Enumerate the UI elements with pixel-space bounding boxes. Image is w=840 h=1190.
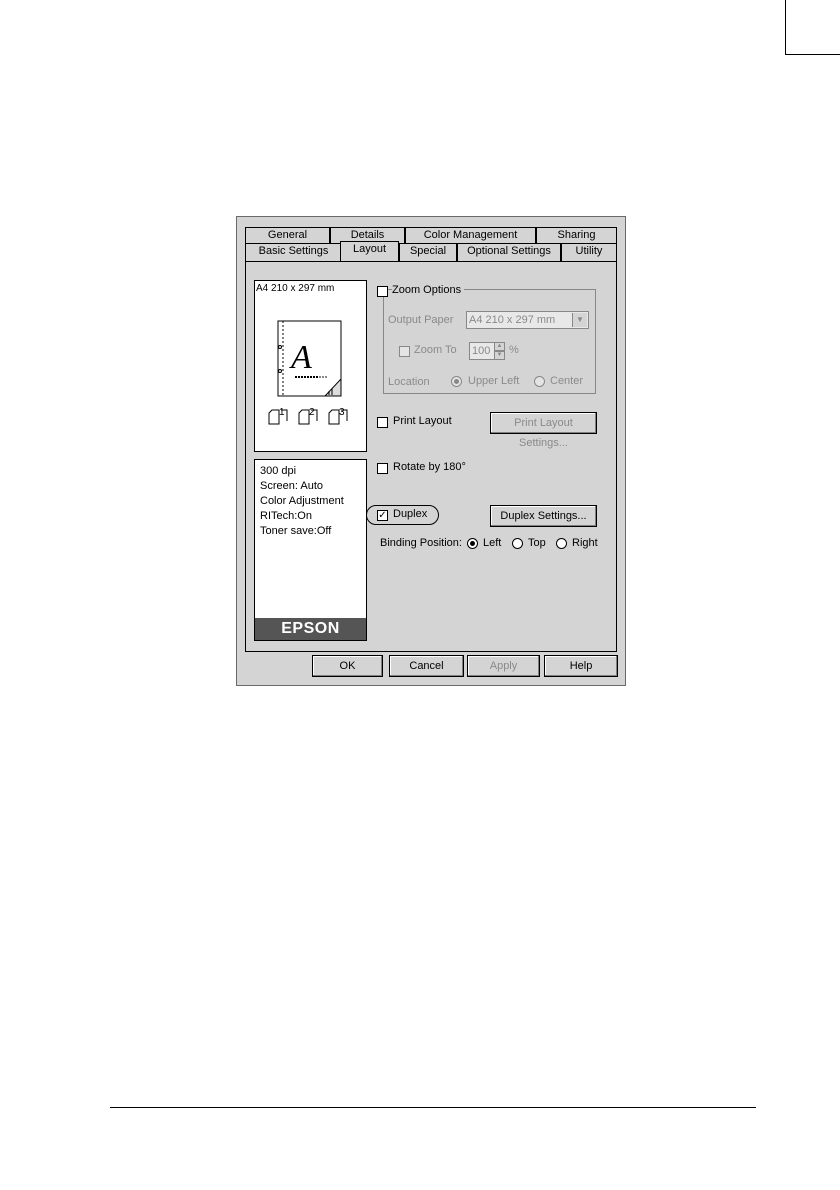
binding-left-label: Left	[483, 537, 502, 549]
binding-top-label: Top	[528, 537, 546, 549]
layout-preview	[254, 280, 367, 452]
preview-letter: A	[291, 339, 312, 376]
binding-position-label: Binding Position:	[380, 537, 462, 549]
percent-label: %	[509, 344, 519, 356]
info-line: Screen: Auto	[260, 480, 323, 492]
zoom-to-label: Zoom To	[414, 344, 457, 356]
info-line: Toner save:Off	[260, 525, 332, 537]
cancel-button[interactable]: Cancel	[389, 655, 464, 677]
crop-mark-vertical	[785, 0, 786, 55]
page-order-2-icon	[298, 409, 322, 423]
zoom-to-checkbox[interactable]	[399, 346, 410, 357]
tab-sharing[interactable]: Sharing	[536, 227, 617, 243]
info-line: 300 dpi	[260, 465, 297, 477]
info-line: Color Adjustment	[260, 495, 344, 507]
duplex-checkbox[interactable]: ✓	[378, 510, 387, 521]
zoom-options-checkbox[interactable]	[377, 286, 388, 297]
tab-layout[interactable]: Layout	[340, 241, 399, 261]
zoom-options-label: Zoom Options	[392, 284, 464, 296]
center-radio[interactable]	[534, 376, 545, 387]
rotate-180-label: Rotate by 180°	[393, 461, 466, 473]
output-paper-select[interactable]	[466, 311, 589, 329]
zoom-to-input[interactable]	[469, 342, 495, 360]
settings-summary	[254, 459, 367, 641]
zoom-to-value: 100	[472, 345, 491, 357]
tab-special[interactable]: Special	[399, 243, 457, 262]
spin-up-icon[interactable]: ▲	[494, 342, 505, 351]
upper-left-label: Upper Left	[468, 375, 520, 387]
print-layout-label: Print Layout	[393, 415, 452, 427]
output-paper-value: A4 210 x 297 mm	[469, 314, 556, 326]
center-label: Center	[550, 375, 584, 387]
binding-left-radio[interactable]	[467, 538, 478, 549]
duplex-settings-button[interactable]: Duplex Settings...	[490, 505, 597, 527]
page-order-1-icon	[268, 409, 292, 423]
footer-rule	[110, 1107, 756, 1108]
page-number-2: 2	[309, 407, 315, 418]
print-layout-settings-button[interactable]: Print Layout Settings...	[490, 412, 597, 434]
page-preview-graphic	[277, 319, 347, 401]
duplex-label: Duplex	[393, 508, 428, 520]
tab-details[interactable]: Details	[330, 227, 405, 243]
binding-right-radio[interactable]	[556, 538, 567, 549]
printer-properties-dialog	[236, 216, 626, 686]
binding-top-radio[interactable]	[512, 538, 523, 549]
page-order-3-icon	[328, 409, 352, 423]
info-line: RITech:On	[260, 510, 312, 522]
upper-left-radio[interactable]	[451, 376, 462, 387]
preview-paper-size: A4 210 x 297 mm	[256, 283, 335, 294]
tab-color-management[interactable]: Color Management	[405, 227, 536, 243]
ok-button[interactable]: OK	[312, 655, 383, 677]
rotate-180-checkbox[interactable]	[377, 463, 388, 474]
zoom-spinner[interactable]	[494, 342, 505, 360]
crop-mark-horizontal	[785, 54, 840, 55]
chevron-down-icon: ▼	[572, 313, 587, 327]
binding-right-label: Right	[572, 537, 598, 549]
output-paper-label: Output Paper	[388, 314, 454, 326]
page-number-3: 3	[339, 407, 345, 418]
tab-utility[interactable]: Utility	[561, 243, 617, 262]
help-button[interactable]: Help	[544, 655, 618, 677]
tab-basic-settings[interactable]: Basic Settings	[245, 243, 342, 262]
tab-general[interactable]: General	[245, 227, 330, 243]
print-layout-checkbox[interactable]	[377, 417, 388, 428]
location-label: Location	[388, 376, 430, 388]
tab-optional-settings[interactable]: Optional Settings	[457, 243, 561, 262]
epson-logo: EPSON	[255, 618, 366, 640]
spin-down-icon[interactable]: ▼	[494, 351, 505, 360]
page-number-1: 1	[279, 407, 285, 418]
apply-button[interactable]: Apply	[467, 655, 540, 677]
page-order-icons	[268, 407, 358, 425]
